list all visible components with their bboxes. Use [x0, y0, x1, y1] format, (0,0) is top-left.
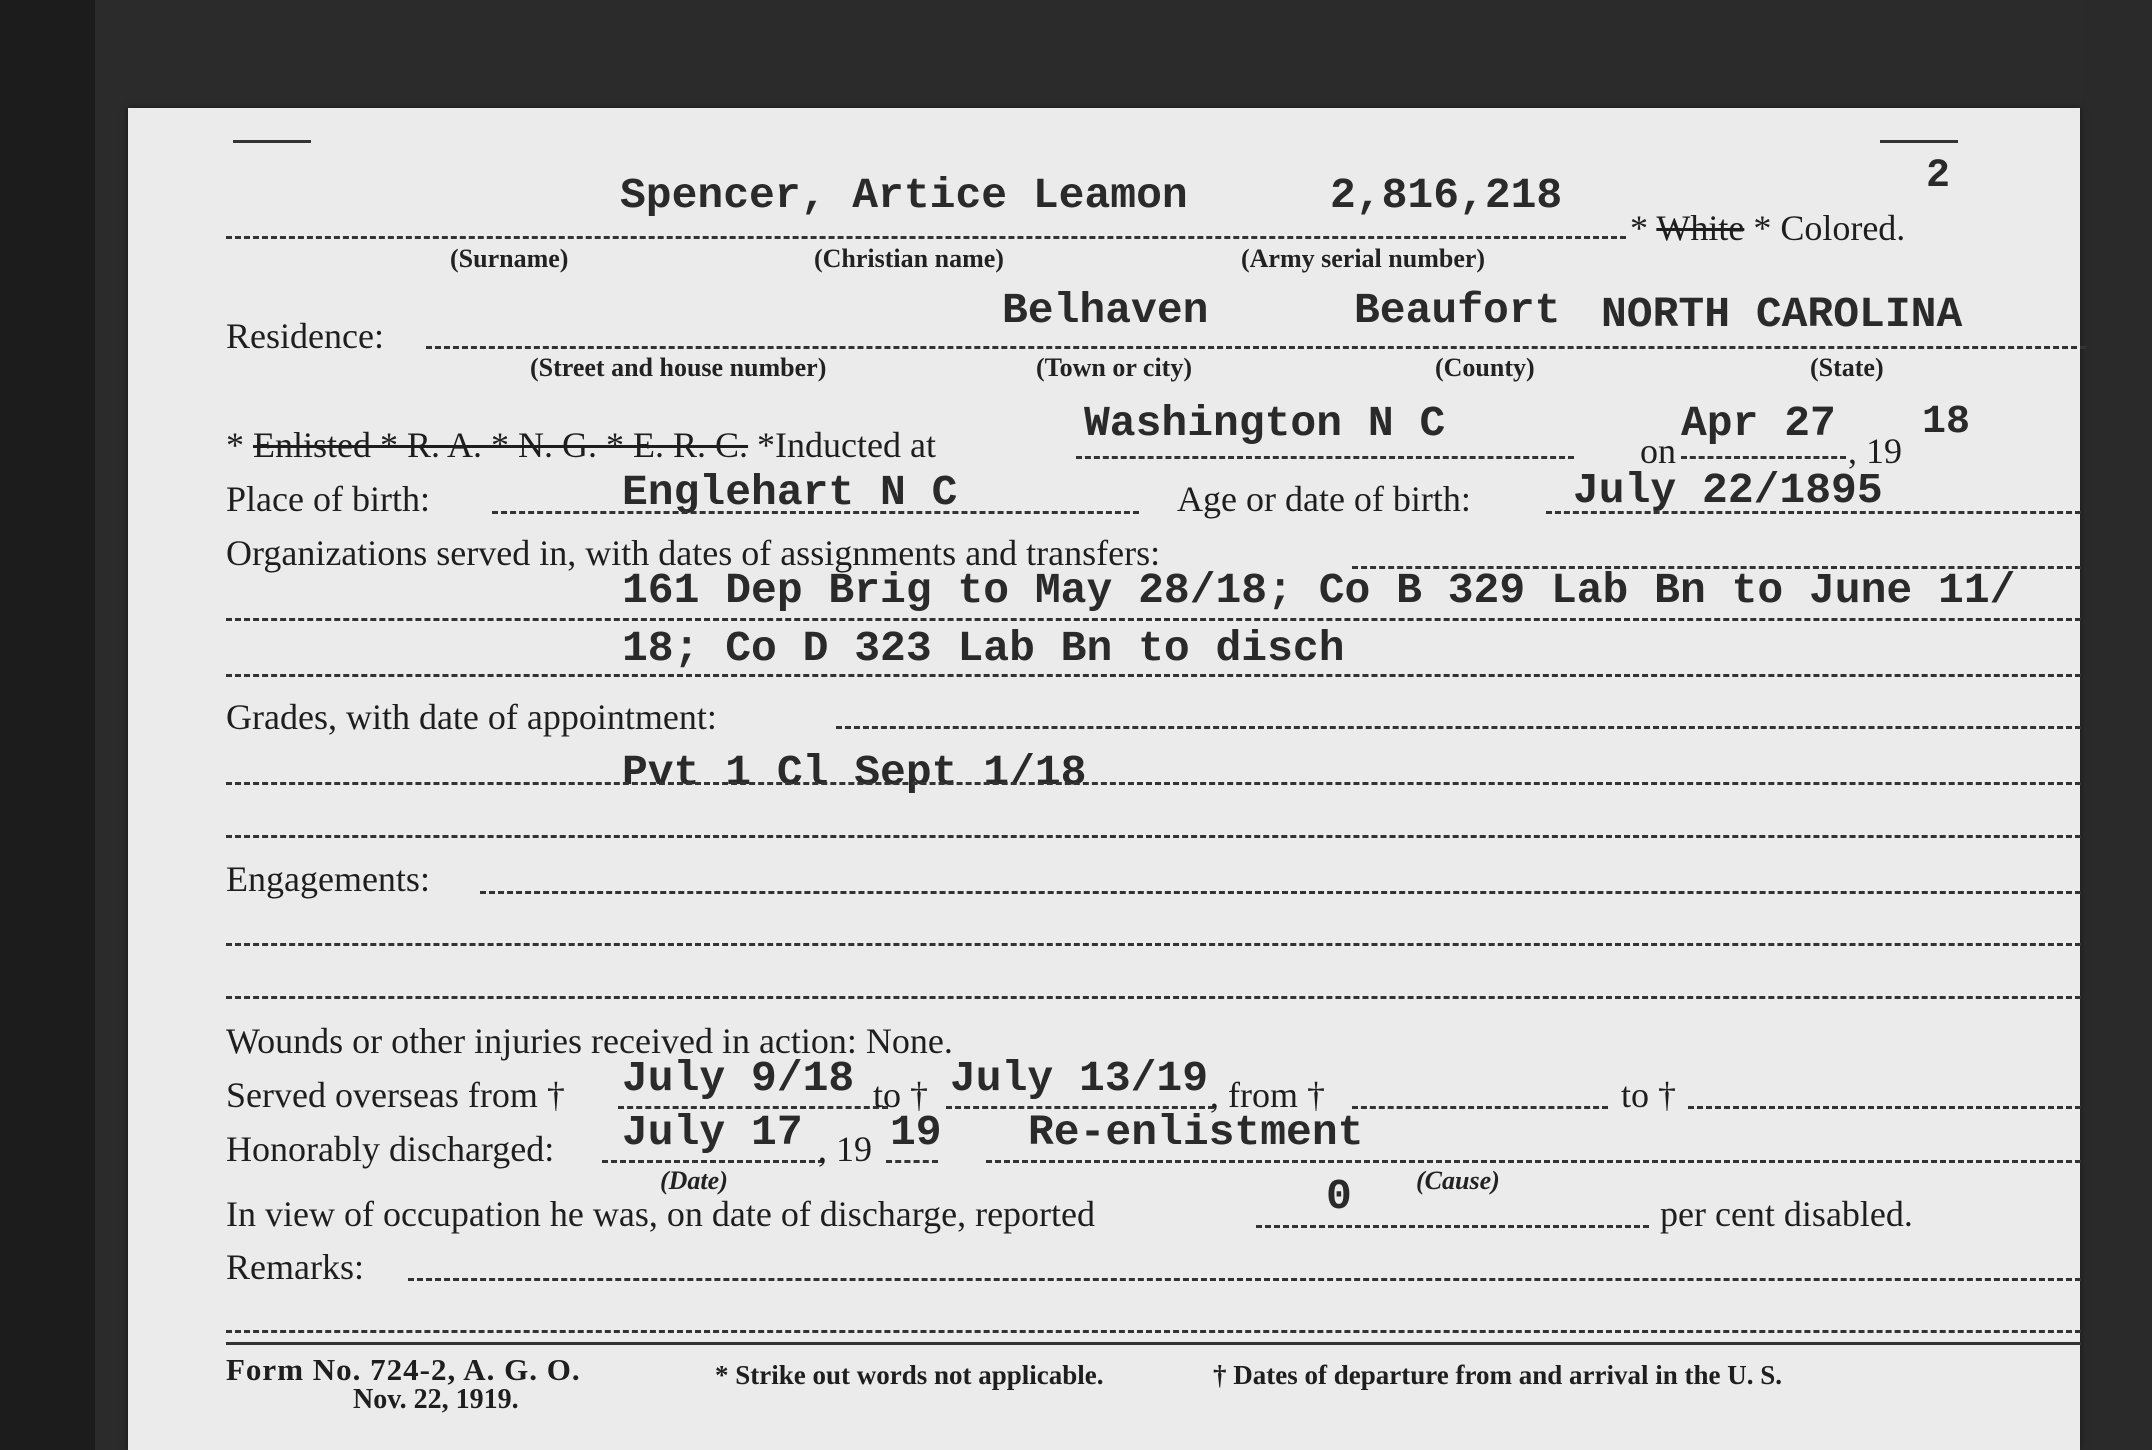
inducted-year: 18	[1922, 400, 1971, 445]
organizations-line-1: 161 Dep Brig to May 28/18; Co B 329 Lab Bn to June 11/	[622, 566, 2016, 615]
discharge-date-line	[602, 1160, 824, 1163]
grades-rule-2	[226, 835, 2081, 838]
inducted-place-line	[1076, 456, 1574, 459]
caption-county: (County)	[1435, 353, 1535, 382]
caption-cause: (Cause)	[1416, 1166, 1500, 1195]
discharge-year-prefix: , 19	[818, 1129, 872, 1169]
disability-label: In view of occupation he was, on date of discharge, reported	[226, 1194, 1096, 1234]
surname-christian-name: Spencer, Artice Leamon	[620, 171, 1188, 220]
grades-rule-1	[226, 782, 2081, 785]
engagements-line-0	[480, 891, 2081, 894]
year-prefix: , 19	[1848, 431, 1902, 471]
caption-date: (Date)	[660, 1166, 728, 1195]
birthplace-line	[492, 511, 1139, 514]
caption-state: (State)	[1810, 353, 1884, 382]
residence-county: Beaufort	[1354, 286, 1561, 335]
enlistment-type: * Enlisted * R. A. * N. G. * E. R. C. *Inducted at	[226, 425, 936, 465]
inducted-date-line	[1681, 456, 1846, 459]
inducted-date: Apr 27	[1681, 399, 1836, 448]
remarks-label: Remarks:	[226, 1247, 364, 1287]
grades-line-1: Pvt 1 Cl Sept 1/18	[622, 748, 1087, 797]
inducted-place: Washington N C	[1084, 399, 1446, 448]
race-field: * White * Colored.	[1630, 208, 1906, 248]
engagements-rule-1	[226, 943, 2081, 946]
scan-background-right	[2082, 0, 2152, 1450]
age-label: Age or date of birth:	[1177, 479, 1471, 519]
footer-rule	[226, 1342, 2081, 1345]
overseas-to-label: to †	[873, 1075, 929, 1115]
discharge-date: July 17	[622, 1108, 803, 1157]
disability-suffix: per cent disabled.	[1660, 1194, 1913, 1234]
form-number: Form No. 724-2, A. G. O.	[226, 1352, 581, 1387]
birth-date-line	[1546, 511, 2081, 514]
name-line	[226, 236, 1626, 239]
overseas-to-date: July 13/19	[950, 1054, 1209, 1103]
engagements-rule-2	[226, 996, 2081, 999]
race-colored: Colored.	[1780, 208, 1906, 248]
residence-label: Residence:	[226, 316, 384, 356]
footnote-dates: † Dates of departure from and arrival in the U. S.	[1213, 1360, 1782, 1390]
grades-line-0	[836, 726, 2081, 729]
organizations-label: Organizations served in, with dates of assignments and transfers:	[226, 533, 1161, 573]
disability-line	[1256, 1225, 1649, 1228]
overseas-label: Served overseas from †	[226, 1075, 565, 1115]
caption-town: (Town or city)	[1036, 353, 1192, 382]
form-date: Nov. 22, 1919.	[353, 1384, 519, 1415]
remarks-line-0	[408, 1278, 2081, 1281]
inducted-label: *Inducted at	[748, 425, 936, 465]
discharged-label: Honorably discharged:	[226, 1129, 555, 1169]
race-white-struck: White	[1656, 208, 1745, 248]
birthplace-value: Englehart N C	[622, 468, 958, 517]
caption-christian-name: (Christian name)	[814, 244, 1004, 273]
disability-percent: 0	[1326, 1172, 1352, 1221]
overseas-from-date: July 9/18	[622, 1054, 855, 1103]
caption-serial-number: (Army serial number)	[1241, 244, 1486, 273]
footnote-strike: * Strike out words not applicable.	[715, 1360, 1104, 1390]
corner-rule-left	[233, 140, 311, 143]
discharge-year: 19	[890, 1108, 942, 1157]
corner-rule-right	[1880, 140, 1958, 143]
service-record-card	[128, 108, 2080, 1450]
second-from-line	[1352, 1106, 1608, 1109]
organizations-line-2: 18; Co D 323 Lab Bn to disch	[622, 624, 1345, 673]
wounds-statement: Wounds or other injuries received in action: None.	[226, 1021, 953, 1061]
discharge-cause-line	[986, 1160, 2081, 1163]
birthplace-label: Place of birth:	[226, 479, 430, 519]
caption-surname: (Surname)	[450, 244, 569, 273]
birth-date: July 22/1895	[1573, 466, 1883, 515]
second-to-label: to †	[1621, 1075, 1677, 1115]
second-to-line	[1688, 1106, 2081, 1109]
enlisted-struck-options: Enlisted * R. A. * N. G. * E. R. C.	[253, 425, 749, 465]
grades-label: Grades, with date of appointment:	[226, 697, 717, 737]
residence-town: Belhaven	[1002, 286, 1209, 335]
discharge-cause: Re-enlistment	[1028, 1108, 1364, 1157]
page-number: 2	[1926, 154, 1951, 199]
second-from-label: , from †	[1210, 1075, 1325, 1115]
organizations-rule-1	[226, 618, 2081, 621]
army-serial-number: 2,816,218	[1330, 171, 1563, 220]
discharge-year-line	[886, 1160, 938, 1163]
caption-street: (Street and house number)	[530, 353, 827, 382]
remarks-rule-1	[226, 1330, 2081, 1333]
on-label: on	[1640, 431, 1676, 471]
residence-state: NORTH CAROLINA	[1601, 290, 1963, 339]
organizations-rule-2	[226, 674, 2081, 677]
engagements-label: Engagements:	[226, 859, 430, 899]
residence-line	[426, 346, 2086, 349]
scan-background-left	[0, 0, 95, 1450]
